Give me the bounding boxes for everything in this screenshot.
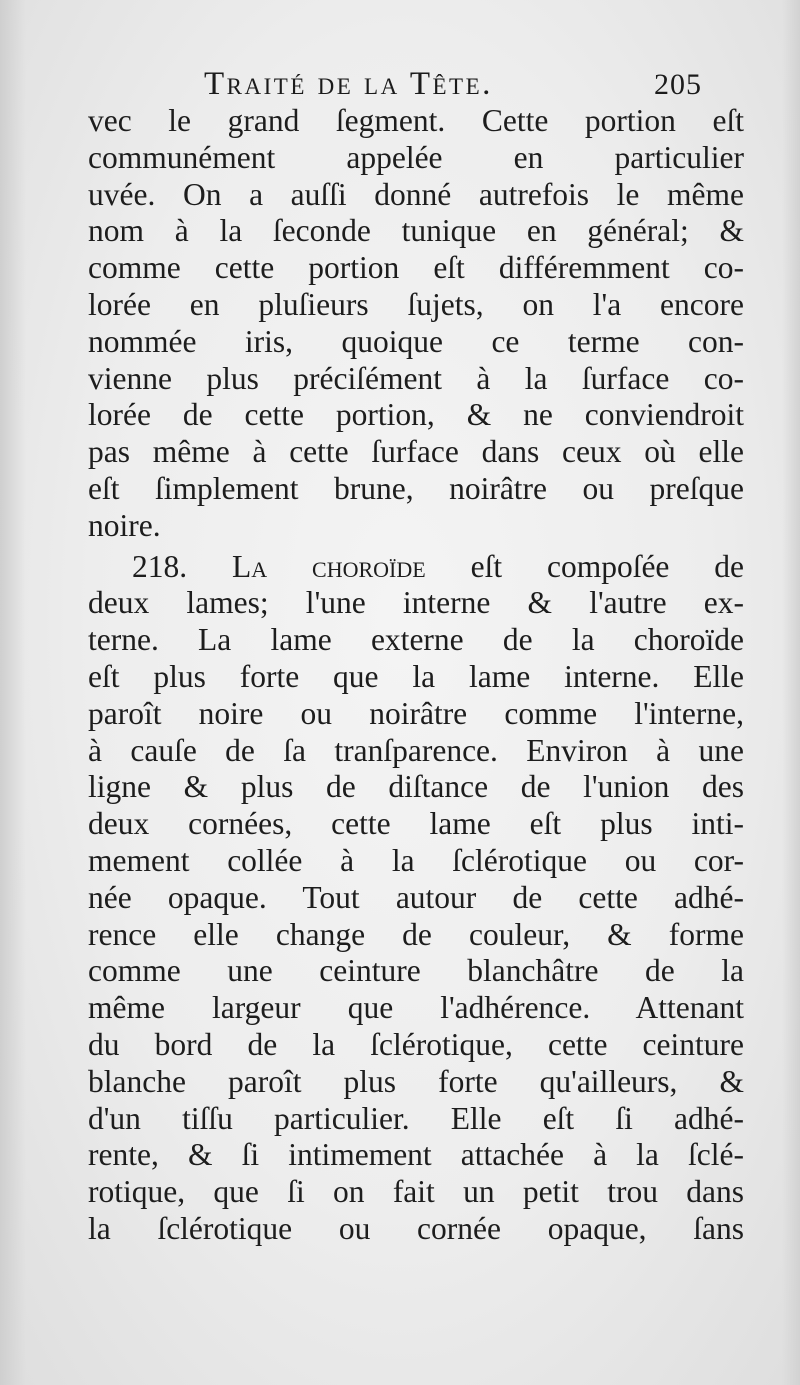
text-line: née opaque. Tout autour de cette adhé- bbox=[88, 879, 744, 915]
text-line: vienne plus préciſément à la ſurface co- bbox=[88, 360, 744, 396]
paragraph-number: 218. bbox=[132, 548, 188, 584]
text-line: comme cette portion eſt différemment co- bbox=[88, 250, 744, 286]
text-line: à cauſe de ſa tranſparence. Environ à une bbox=[88, 732, 744, 768]
opening-line-rest: eſt compoſée de bbox=[470, 548, 744, 584]
text-line: comme une ceinture blanchâtre de la bbox=[88, 953, 744, 989]
text-line: eſt ſimplement brune, noirâtre ou preſque bbox=[88, 470, 744, 506]
text-line: vec le grand ſegment. Cette portion eſt bbox=[88, 103, 744, 138]
text-line: lorée de cette portion, & ne conviendroit bbox=[88, 397, 744, 433]
text-line: communément appelée en particulier bbox=[88, 139, 744, 175]
text-line: noire. bbox=[88, 507, 161, 543]
paragraph-lead: La choroïde bbox=[232, 548, 426, 584]
text-line: nom à la ſeconde tunique en général; & bbox=[88, 213, 744, 249]
text-line: rotique, que ſi on fait un petit trou dans bbox=[88, 1174, 744, 1210]
text-line: du bord de la ſclérotique, cette ceinture bbox=[88, 1026, 744, 1062]
text-line: mement collée à la ſclérotique ou cor- bbox=[88, 842, 744, 878]
text-line: paroît noire ou noirâtre comme l'interne, bbox=[88, 695, 744, 731]
page-number: 205 bbox=[654, 68, 702, 101]
text-line: deux lames; l'une interne & l'autre ex- bbox=[88, 585, 744, 621]
running-title: Traité de la Tête. bbox=[204, 66, 493, 102]
text-line: lorée en pluſieurs ſujets, on l'a encore bbox=[88, 286, 744, 322]
text-line: rente, & ſi intimement attachée à la ſclé- bbox=[88, 1137, 744, 1173]
text-line: même largeur que l'adhérence. Attenant bbox=[88, 990, 744, 1026]
paragraph-1 bbox=[88, 103, 744, 545]
text-line: d'un tiſſu particulier. Elle eſt ſi adhé- bbox=[88, 1100, 744, 1136]
text-line: eſt plus forte que la lame interne. Elle bbox=[88, 658, 744, 694]
text-line: nommée iris, quoique ce terme con- bbox=[88, 323, 744, 359]
text-line: blanche paroît plus forte qu'ailleurs, & bbox=[88, 1063, 744, 1099]
text-line: deux cornées, cette lame eſt plus inti- bbox=[88, 806, 744, 842]
text-line: ligne & plus de diſtance de l'union des bbox=[88, 769, 744, 805]
text-line: rence elle change de couleur, & forme bbox=[88, 916, 744, 952]
paragraph-2 bbox=[88, 549, 744, 1248]
text-line: pas même à cette ſurface dans ceux où elle bbox=[88, 434, 744, 470]
body-text bbox=[88, 103, 744, 1248]
text-line: la ſclérotique ou cornée opaque, ſans bbox=[88, 1210, 744, 1246]
paragraph-opening-line bbox=[88, 549, 744, 586]
text-line: uvée. On a auſſi donné autrefois le même bbox=[88, 176, 744, 212]
text-line: terne. La lame externe de la choroïde bbox=[88, 622, 744, 658]
